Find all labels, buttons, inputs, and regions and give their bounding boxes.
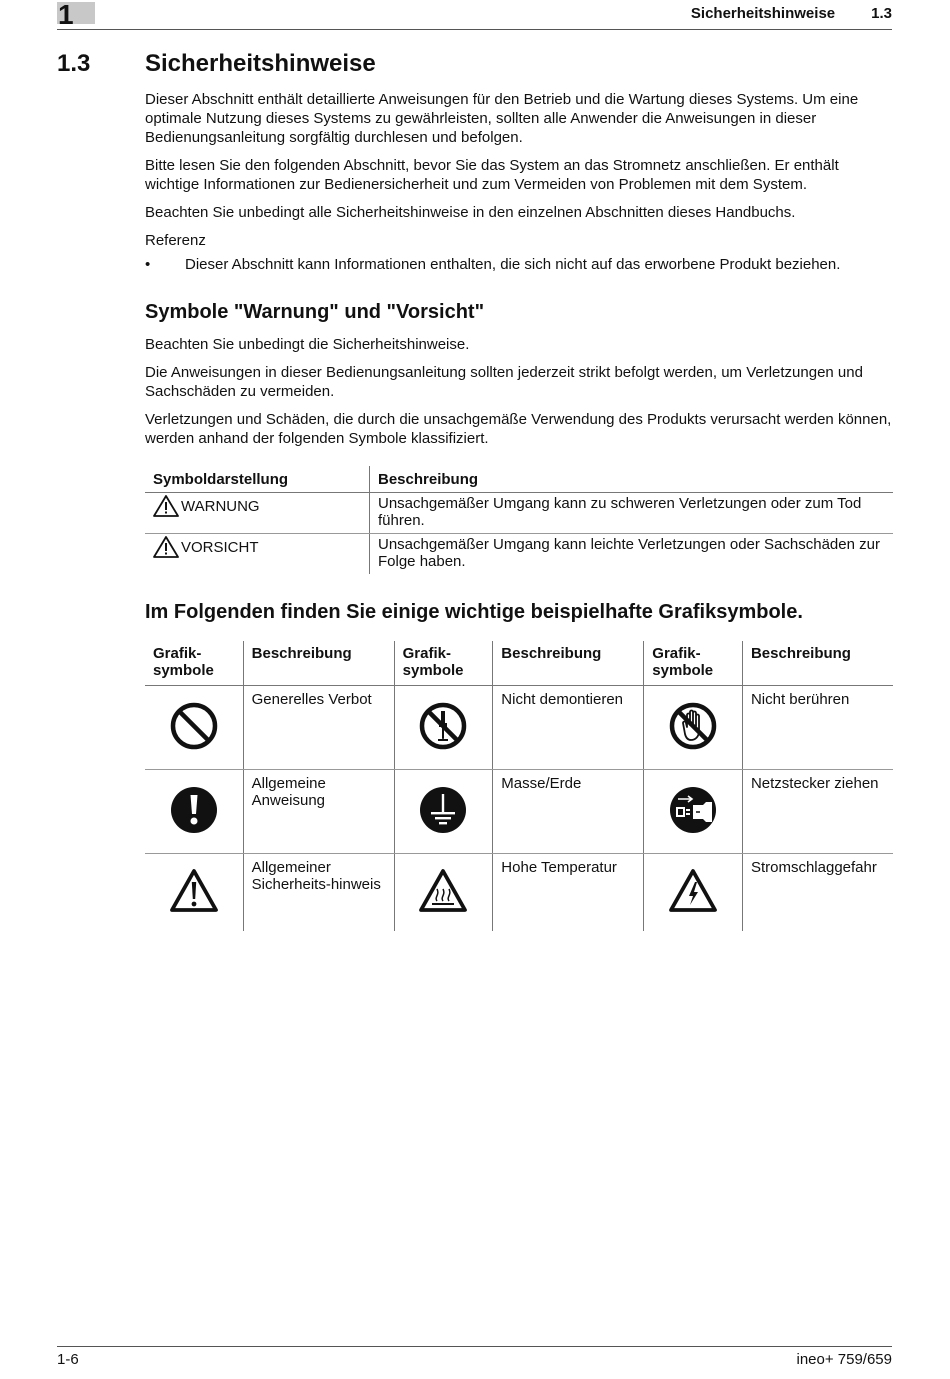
- running-section: 1.3: [871, 5, 892, 22]
- reference-item: [145, 255, 893, 274]
- prohibition-icon: [169, 701, 219, 751]
- intro-paragraph-1: Dieser Abschnitt enthält detaillierte Anweisungen für den Betrieb und die Wartung dieses Systems. Um eine optimale Nutzung dieses Systems zu gewährleisten, sollten alle Anwender die Anweisungen in dieser Bedienungsanleitung sorgfältig durchlesen und befolgen.: [145, 91, 859, 146]
- intro-paragraph-3: Beachten Sie unbedingt alle Sicherheitshinweise in den einzelnen Abschnitten dieses Handbuchs.: [145, 204, 796, 221]
- icon-cell: [644, 686, 743, 770]
- footer-divider: [57, 1346, 892, 1347]
- reference-label: Referenz: [145, 232, 206, 249]
- signal-label: VORSICHT: [181, 538, 259, 556]
- general-caution-icon: [169, 868, 219, 914]
- chapter-number: 1: [58, 0, 74, 30]
- description-cell: Allgemeine Anweisung: [243, 770, 394, 854]
- column-header: Beschreibung: [243, 641, 394, 686]
- icon-cell: [644, 854, 743, 932]
- header-line: Grafik-: [153, 645, 202, 662]
- table-row: [145, 493, 893, 534]
- bullet-marker: •: [145, 256, 151, 273]
- header-divider: [57, 29, 892, 30]
- description-cell: Netzstecker ziehen: [742, 770, 893, 854]
- intro-paragraph-2: Bitte lesen Sie den folgenden Abschnitt, bevor Sie das System an das Stromnetz anschließen. Er enthält wichtige Informationen zur Bedienersicherheit und zum Vermeiden von Problemen mit dem System.: [145, 157, 839, 193]
- product-name: ineo+ 759/659: [796, 1351, 892, 1368]
- header-line: symbole: [153, 662, 214, 679]
- unplug-icon: [668, 785, 718, 835]
- icon-cell: [145, 770, 243, 854]
- signal-word: [153, 495, 260, 517]
- ground-icon: [418, 785, 468, 835]
- icon-cell: [145, 854, 243, 932]
- signal-cell: [145, 493, 370, 534]
- signal-word-table: [145, 466, 893, 574]
- symbols-paragraph-3: Verletzungen und Schäden, die durch die unsachgemäße Verwendung des Produkts verursacht werden können, werden anhand der folgenden Symbole klassifiziert.: [145, 411, 892, 447]
- running-title: Sicherheitshinweise: [690, 5, 836, 22]
- table-row: [145, 770, 893, 854]
- column-header: Beschreibung: [370, 466, 894, 493]
- description-cell: Masse/Erde: [493, 770, 644, 854]
- electric-shock-icon: [668, 868, 718, 914]
- page-number: 1-6: [57, 1351, 79, 1368]
- description-cell: Unsachgemäßer Umgang kann leichte Verletzungen oder Sachschäden zur Folge haben.: [378, 536, 880, 570]
- symbols-paragraph-1: Beachten Sie unbedingt die Sicherheitshinweise.: [145, 336, 470, 353]
- running-header: [691, 5, 892, 22]
- description-cell: Nicht berühren: [742, 686, 893, 770]
- header-line: symbole: [652, 662, 714, 679]
- icon-cell: [644, 770, 743, 854]
- table-row: [145, 534, 893, 575]
- description-cell: Allgemeiner Sicherheits-hinweis: [243, 854, 394, 932]
- symbols-heading: Symbole "Warnung" und "Vorsicht": [145, 301, 485, 323]
- symbols-paragraph-2: Die Anweisungen in dieser Bedienungsanleitung sollten jederzeit strikt befolgt werden, um Verletzungen und Sachschäden zu vermeiden.: [145, 364, 863, 400]
- hot-surface-icon: [418, 868, 468, 914]
- page-content: [145, 90, 893, 931]
- column-header: [394, 641, 493, 686]
- section-title: Sicherheitshinweise: [145, 50, 376, 77]
- description-cell: Stromschlaggefahr: [750, 859, 877, 876]
- section-number: 1.3: [57, 50, 91, 77]
- table-row: [145, 686, 893, 770]
- description-cell: Unsachgemäßer Umgang kann zu schweren Verletzungen oder zum Tod führen.: [370, 493, 894, 534]
- icon-cell: [394, 686, 493, 770]
- signal-cell: [145, 534, 370, 575]
- column-header: Beschreibung: [493, 641, 644, 686]
- description-cell: Hohe Temperatur: [493, 854, 644, 932]
- column-header: Beschreibung: [742, 641, 893, 686]
- header-line: symbole: [402, 662, 464, 679]
- header-line: Grafik-: [402, 645, 451, 662]
- graphic-symbols-table: [145, 641, 893, 931]
- icon-cell: [394, 854, 493, 932]
- column-header: Symboldarstellung: [145, 466, 370, 493]
- mandatory-instruction-icon: [169, 785, 219, 835]
- signal-label: WARNUNG: [181, 497, 260, 515]
- signal-word: [153, 536, 259, 558]
- table-row: [145, 854, 893, 932]
- warning-triangle-icon: [153, 536, 179, 558]
- do-not-touch-icon: [668, 701, 718, 751]
- header-line: Grafik-: [652, 645, 701, 662]
- warning-triangle-icon: [153, 495, 179, 517]
- column-header: [145, 641, 243, 686]
- description-cell: Nicht demontieren: [493, 686, 644, 770]
- graphics-heading: Im Folgenden finden Sie einige wichtige beispielhafte Grafiksymbole.: [145, 601, 803, 623]
- description-cell: Generelles Verbot: [243, 686, 394, 770]
- icon-cell: [145, 686, 243, 770]
- table-header-row: [145, 641, 893, 686]
- reference-text: Dieser Abschnitt kann Informationen enthalten, die sich nicht auf das erworbene Produkt beziehen.: [185, 256, 841, 273]
- table-header-row: [145, 466, 893, 493]
- no-disassembly-icon: [418, 701, 468, 751]
- icon-cell: [394, 770, 493, 854]
- column-header: [644, 641, 743, 686]
